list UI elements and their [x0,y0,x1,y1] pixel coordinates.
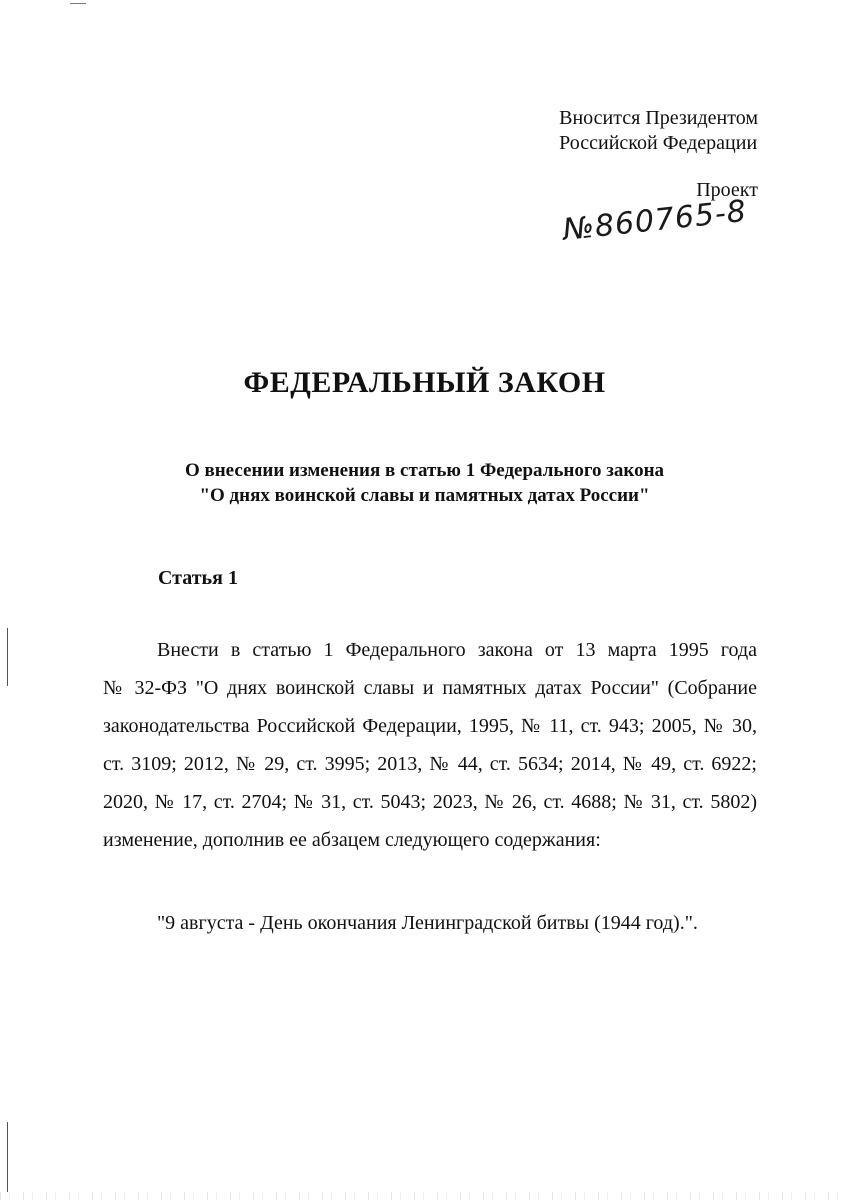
amendment-quote: "9 августа - День окончания Ленинградской битвы (1944 год).". [157,912,698,934]
draft-label: Проект [696,179,758,201]
submitter-line: Российской Федерации [559,132,758,154]
body-line: ст. 3109; 2012, № 29, ст. 3995; 2013, № 44, ст. 5634; 2014, № 49, ст. 6922; [103,753,757,775]
subtitle-line: "О днях воинской славы и памятных датах России" [199,485,650,506]
body-line: Внести в статью 1 Федерального закона от 13 марта 1995 года [157,639,757,661]
body-line: № 32-ФЗ "О днях воинской славы и памятных датах России" (Собрание [103,677,757,699]
body-line: изменение, дополнив ее абзацем следующего содержания: [103,829,601,851]
handwritten-bill-number: №860765-8 [561,193,749,248]
submitter-block [559,106,758,156]
body-line: 2020, № 17, ст. 2704; № 31, ст. 5043; 2023, № 26, ст. 4688; № 31, ст. 5802) [103,791,757,813]
article-body [103,636,757,864]
scan-artifact-bottom [0,1192,849,1200]
law-subtitle [0,458,849,508]
scan-artifact-left-edge-lower [7,1122,8,1192]
body-line: законодательства Российской Федерации, 1995, № 11, ст. 943; 2005, № 30, [103,715,757,737]
law-title: ФЕДЕРАЛЬНЫЙ ЗАКОН [243,366,606,399]
subtitle-line: О внесении изменения в статью 1 Федерального закона [184,460,665,481]
scan-artifact-top [70,3,86,4]
article-heading: Статья 1 [158,567,238,589]
scan-artifact-left-edge [7,628,8,686]
submitter-line: Вносится Президентом [559,107,758,129]
